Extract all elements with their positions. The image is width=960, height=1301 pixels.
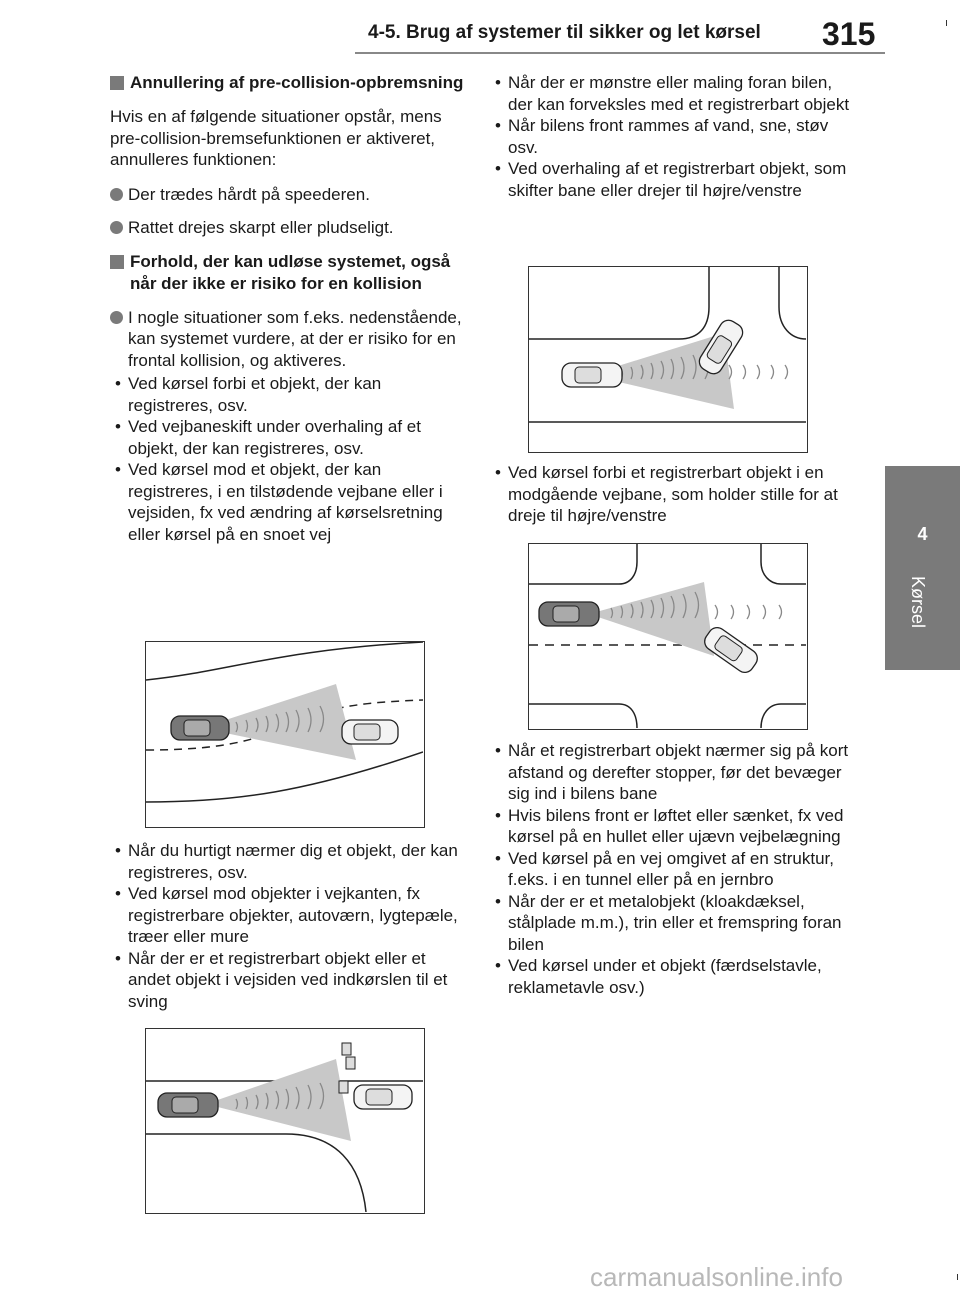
right-column-lower: [490, 740, 850, 1012]
sub-list: [490, 72, 850, 201]
list-item: • Ved kørsel forbi et objekt, der kan registreres, osv.: [115, 374, 382, 415]
other-car-icon: [342, 720, 398, 744]
square-bullet-icon: [110, 255, 124, 269]
heading-text: Annullering af pre-collision-opbremsning: [130, 73, 464, 92]
sub-list: [110, 840, 470, 1012]
bullet-item: [110, 307, 470, 372]
left-column-lower: [110, 840, 470, 1026]
circle-bullet-icon: [110, 221, 123, 234]
own-car-icon: [171, 716, 229, 740]
other-car-icon: [701, 624, 761, 676]
crop-mark: [946, 20, 947, 26]
sub-list: [490, 462, 850, 527]
other-car-icon: [354, 1085, 412, 1109]
left-column: [110, 72, 470, 559]
list-item: • Når du hurtigt nærmer dig et objekt, der kan registreres, osv.: [115, 841, 458, 882]
circle-bullet-icon: [110, 188, 123, 201]
bullet-text: Der trædes hårdt på speederen.: [128, 184, 370, 204]
circle-bullet-icon: [110, 311, 123, 324]
right-column-middle: [490, 462, 850, 541]
illustration-overtaking-turning: [528, 266, 808, 453]
bullet-item: [110, 217, 470, 239]
crop-mark: [957, 1274, 958, 1280]
list-item: • Når et registrerbart objekt nærmer sig på kort afstand og derefter stopper, før det bevæger sig ind i bilens bane: [495, 741, 849, 803]
header-rule: [355, 52, 885, 54]
list-item: • Ved vejbaneskift under overhaling af et objekt, der kan registreres, osv.: [115, 417, 421, 458]
page-number: 315: [822, 16, 876, 52]
list-item: • Når der er mønstre eller maling foran bilen, der kan forveksles med et registrerbart objekt: [495, 73, 850, 114]
heading-text: Forhold, der kan udløse systemet, også når der ikke er risiko for en kollision: [130, 251, 451, 293]
list-item: • Når der er et metalobjekt (kloakdæksel, stålplade m.m.), trin eller et fremspring foran bilen: [495, 891, 842, 954]
list-item: • Ved kørsel mod objekter i vejkanten, fx registrerbare objekter, autoværn, lygtepæle, træer eller mure: [115, 884, 458, 946]
section-heading: [110, 72, 470, 94]
page-header: [0, 0, 960, 62]
list-item: • Hvis bilens front er løftet eller sænket, fx ved kørsel på en hullet eller ujævn vejbelægning: [495, 805, 844, 846]
list-item: • Ved kørsel mod et objekt, der kan registreres, i en tilstødende vejbane eller i vejsiden, fx ved ændring af kørselsretning eller kørsel på en snoet vej: [115, 460, 443, 544]
own-car-icon: [562, 363, 622, 387]
illustration-curved-road: [145, 641, 425, 828]
chapter-title: 4-5. Brug af systemer til sikker og let kørsel: [368, 22, 761, 43]
chapter-label: Kørsel: [908, 576, 928, 629]
illustration-roadside-objects: [145, 1028, 425, 1214]
list-item: • Ved overhaling af et registrerbart objekt, som skifter bane eller drejer til højre/venstre: [495, 159, 847, 200]
list-item: • Når bilens front rammes af vand, sne, støv osv.: [495, 116, 829, 157]
square-bullet-icon: [110, 76, 124, 90]
own-car-icon: [158, 1093, 218, 1117]
right-column: [490, 72, 850, 215]
list-item: • Ved kørsel på en vej omgivet af en struktur, f.eks. i en tunnel eller på en jernbro: [495, 848, 834, 889]
bullet-text: Rattet drejes skarpt eller pludseligt.: [128, 218, 394, 237]
paragraph: Hvis en af følgende situationer opstår, mens pre-collision-bremsefunktionen er aktiveret, annulleres funktionen:: [110, 107, 442, 169]
chapter-side-tab: [885, 466, 960, 670]
bullet-item: [110, 184, 470, 206]
roadside-object-icon: [339, 1043, 355, 1093]
bullet-text: I nogle situationer som f.eks. nedenstående, kan systemet vurdere, at der er risiko for en frontal kollision, og aktiveres.: [128, 307, 462, 370]
own-car-icon: [539, 602, 599, 626]
illustration-oncoming-turning: [528, 543, 808, 730]
chapter-number: 4: [917, 524, 928, 544]
list-item: • Når der er et registrerbart objekt eller et andet objekt i vejsiden ved indkørslen til et sving: [115, 948, 448, 1011]
sub-list: [110, 373, 470, 545]
section-heading: [110, 251, 470, 295]
sub-list: [490, 740, 850, 998]
list-item: • Ved kørsel forbi et registrerbart objekt i en modgående vejbane, som holder stille for at dreje til højre/venstre: [495, 463, 838, 525]
watermark: carmanualsonline.info: [590, 1262, 843, 1292]
list-item: • Ved kørsel under et objekt (færdselstavle, reklametavle osv.): [495, 956, 822, 997]
